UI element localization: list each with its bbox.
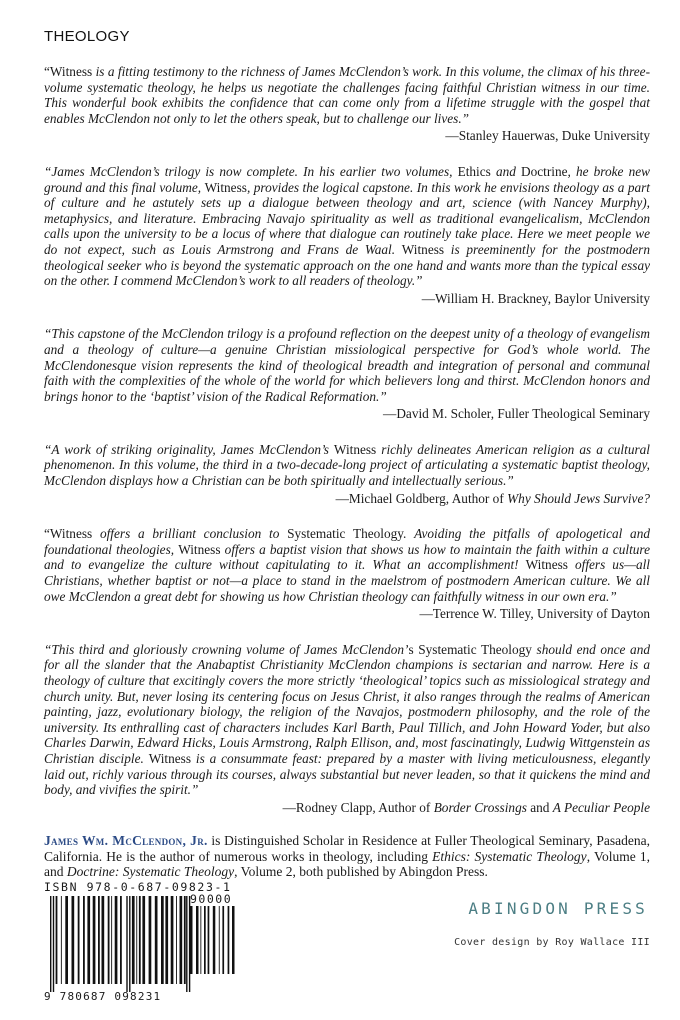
text-run: —Michael Goldberg, Author of [335, 490, 508, 506]
endorsement [44, 64, 650, 144]
text-run: should end once and for all the slander that the Anabaptist Christianity McClendon champions is sectarian and narrow. Here is a theology of culture that excitingly covers the more strictly ‘theological’ topics such as missiological strategy and church unity. But, never losing its centering focus on Jesus Christ, it also ranges through the realms of American painting, jazz, evolutionary biology, the religion of the Navajos, postmodern philosophy, and the role of the university. Its enthralling cast of characters includes Karl Barth, Paul Tillich, and John Howard Yoder, but also Charles Darwin, Edward Hicks, Louis Armstrong, Ralph Ellison, and, most fascinatingly, Ludwig Wittgenstein as Christian disciple. [44, 641, 651, 766]
barcode-bar [98, 896, 100, 984]
publisher-name: ABINGDON PRESS [468, 899, 648, 918]
text-run: , Volume 1, and [44, 848, 650, 880]
barcode-bar [155, 896, 158, 984]
cover-credit: Cover design by Roy Wallace III [454, 937, 650, 948]
endorsement-quote [44, 326, 650, 404]
text-run: Systematic Theology. [287, 526, 415, 542]
price-barcode-bar [228, 906, 230, 974]
text-run: —Rodney Clapp, Author of [282, 799, 434, 815]
text-run: Doctrine: Systematic Theology [66, 864, 235, 880]
barcode-bar [56, 896, 58, 984]
text-run: is a consummate feast: prepared by a master with living meticulousness, elegantly laid out, richly various through its courses, always substantial but never leaden, so that it quickens the mind and body, and vivifies the spirit.” [44, 750, 650, 798]
barcode-bar [126, 896, 127, 992]
text-run: offers a baptist vision that shows us how to maintain the faith within a culture and to evangelize the culture without capitulating to it. What an accomplishment! [44, 541, 650, 573]
text-run: “This capstone of the McClendon trilogy is a profound reflection on the deepest unity of a theology of evangelism and a theology of culture—a genuine Christian missiological perspective for God’s whole world. The McClendonesque vision represents the kind of theological breadth and integration of personal and communal faith with the complexities of the whole of the world for which believers long and thirst. McClendon honors and brings honor to the ‘baptist’ vision of the Radical Reformation.” [44, 326, 650, 404]
barcode-bar [61, 896, 62, 984]
barcode-bar [83, 896, 85, 984]
text-run: richly delineates American religion as a cultural phenomenon. In this volume, the third in a two-decade-long project of articulating a systematic baptist theology, McClendon displays how a Christian can be both spiritually and intellectually serious.” [44, 441, 650, 489]
text-run: “James McClendon’s trilogy is now complete. In his earlier two volumes, [44, 163, 458, 179]
text-run: offers a brilliant conclusion to [99, 526, 288, 542]
barcode-bar [132, 896, 135, 984]
price-barcode-bar [222, 906, 224, 974]
text-run: Witness [401, 241, 451, 257]
barcode-digits: 9 780687 098231 [44, 990, 162, 1003]
text-run: , Volume 2, both published by Abingdon Press. [234, 864, 488, 880]
barcode-bar [142, 896, 145, 984]
text-run: Ethics: Systematic Theology [432, 848, 587, 864]
text-run: , provides the logical capstone. In this work he envisions theology as a part of culture and he astutely sets up a dialogue between theology and art, science (with Nancey Murphy), metaphysics, and literature. Embracing Navajo spirituality as well as traditional evangelicalism, McClendon calls upon the university to be a locus of where that dialogue can routinely take place. Here we meet people we do not expect, such as Louis Armstrong and Frans de Waal. [44, 179, 650, 257]
barcode-bar [72, 896, 75, 984]
endorsements [44, 64, 650, 815]
price-barcode-bar [200, 906, 201, 974]
isbn-label: ISBN 978-0-687-09823-1 [44, 880, 232, 894]
endorsement-quote [44, 64, 650, 126]
endorsement-attribution: —David M. Scholer, Fuller Theological Seminary [383, 406, 650, 422]
text-run: is a fitting testimony to the richness of James McClendon’s work. In this volume, the climax of his three-volume systematic theology, he helps us negotiate the challenges facing faithful Christian witness in our time. This wonderful book exhibits the confidence that can come only from a lifetime struggle with the gospel that enables McClendon not only to let the others speak, but to challenge our lives.” [44, 64, 650, 126]
endorsement-quote [44, 642, 650, 798]
price-barcode-bar [232, 906, 235, 974]
price-code: 90000 [190, 892, 233, 906]
barcode-bar [161, 896, 164, 984]
barcode-bar [171, 896, 174, 984]
endorsement [44, 442, 650, 506]
barcode-bar [115, 896, 118, 984]
barcode-bar [87, 896, 90, 984]
text-run: Doctrine [521, 163, 568, 179]
barcode-bar [165, 896, 168, 984]
price-barcode-bar [190, 906, 193, 974]
endorsement-attribution: —William H. Brackney, Baylor University [421, 290, 650, 306]
price-barcode-bar [213, 906, 216, 974]
text-run: A Peculiar People [552, 799, 650, 815]
text-run: Witness [525, 557, 575, 573]
barcode-bar [149, 896, 152, 984]
text-run: Witness [148, 750, 196, 766]
text-run: Witness [178, 541, 225, 557]
barcode-bar [108, 896, 110, 984]
endorsement-attribution [44, 800, 650, 816]
barcode-bar [184, 896, 186, 984]
barcode-bar [102, 896, 105, 984]
price-barcode-bar [208, 906, 210, 974]
category-label: THEOLOGY [44, 28, 130, 45]
text-run: Witness [204, 179, 247, 195]
endorsement-attribution: —Terrence W. Tilley, University of Dayton [419, 606, 650, 622]
text-run: is preeminently for the postmodern theological seeker who is beyond the systematic approach on the one hand and wants more than the typical essay on the other. I commend McClendon’s work to all readers of theology.” [44, 241, 650, 289]
text-run: Border Crossings [433, 799, 527, 815]
barcode-bar [129, 896, 130, 992]
text-run: and [526, 799, 553, 815]
text-run: “Witness [44, 526, 100, 542]
endorsement-quote [44, 442, 650, 489]
barcode-bar [111, 896, 112, 984]
price-barcode-bar [219, 906, 220, 974]
text-run: Why Should Jews Survive? [507, 490, 650, 506]
text-run: s [408, 641, 419, 657]
barcode-bar [78, 896, 80, 984]
text-run: “Witness [44, 64, 96, 79]
price-barcode-bar [204, 906, 206, 974]
author-name: James Wm. McClendon, Jr. [44, 833, 208, 849]
price-barcode-bar [196, 906, 199, 974]
barcode-bar [120, 896, 122, 984]
endorsement [44, 164, 650, 306]
endorsement-quote [44, 526, 650, 604]
endorsement-attribution: —Stanley Hauerwas, Duke University [445, 128, 650, 144]
text-run: “A work of striking originality, James McClendon’s [44, 441, 334, 457]
barcode-bar [186, 896, 187, 992]
endorsement [44, 326, 650, 422]
text-run: , he broke new ground and this final volume, [44, 163, 650, 195]
barcode-bar [50, 896, 51, 992]
barcode-bar [139, 896, 141, 984]
back-cover-text [44, 64, 650, 880]
text-run: and [495, 163, 522, 179]
barcode-bar [180, 896, 183, 984]
endorsement-quote [44, 164, 650, 289]
endorsement-attribution [44, 491, 650, 507]
barcode-bar [93, 896, 96, 984]
text-run: “This third and gloriously crowning volume of James McClendon’ [44, 641, 409, 657]
barcode-bar [65, 896, 68, 984]
barcode-bar [53, 896, 54, 992]
endorsement [44, 642, 650, 816]
text-run: offers us—all Christians, whether baptist or not—a place to stand in the maelstrom of postmodern American culture. We all owe McClendon a great debt for showing us how Christian theology can faithfully witness in our own era.” [44, 557, 650, 604]
barcode-bar [136, 896, 137, 984]
barcode-bar [176, 896, 177, 984]
price-barcode [190, 906, 240, 986]
text-run: Systematic Theology [418, 641, 537, 657]
text-run: Avoiding the pitfalls of apologetical and foundational theologies, [44, 526, 650, 557]
text-run: Witness [333, 441, 382, 457]
text-run: Ethics [457, 163, 496, 179]
author-bio [44, 833, 650, 879]
text-run: is Distinguished Scholar in Residence at Fuller Theological Seminary, Pasadena, California. He is the author of numerous works in theology, including [44, 833, 650, 864]
endorsement [44, 526, 650, 622]
